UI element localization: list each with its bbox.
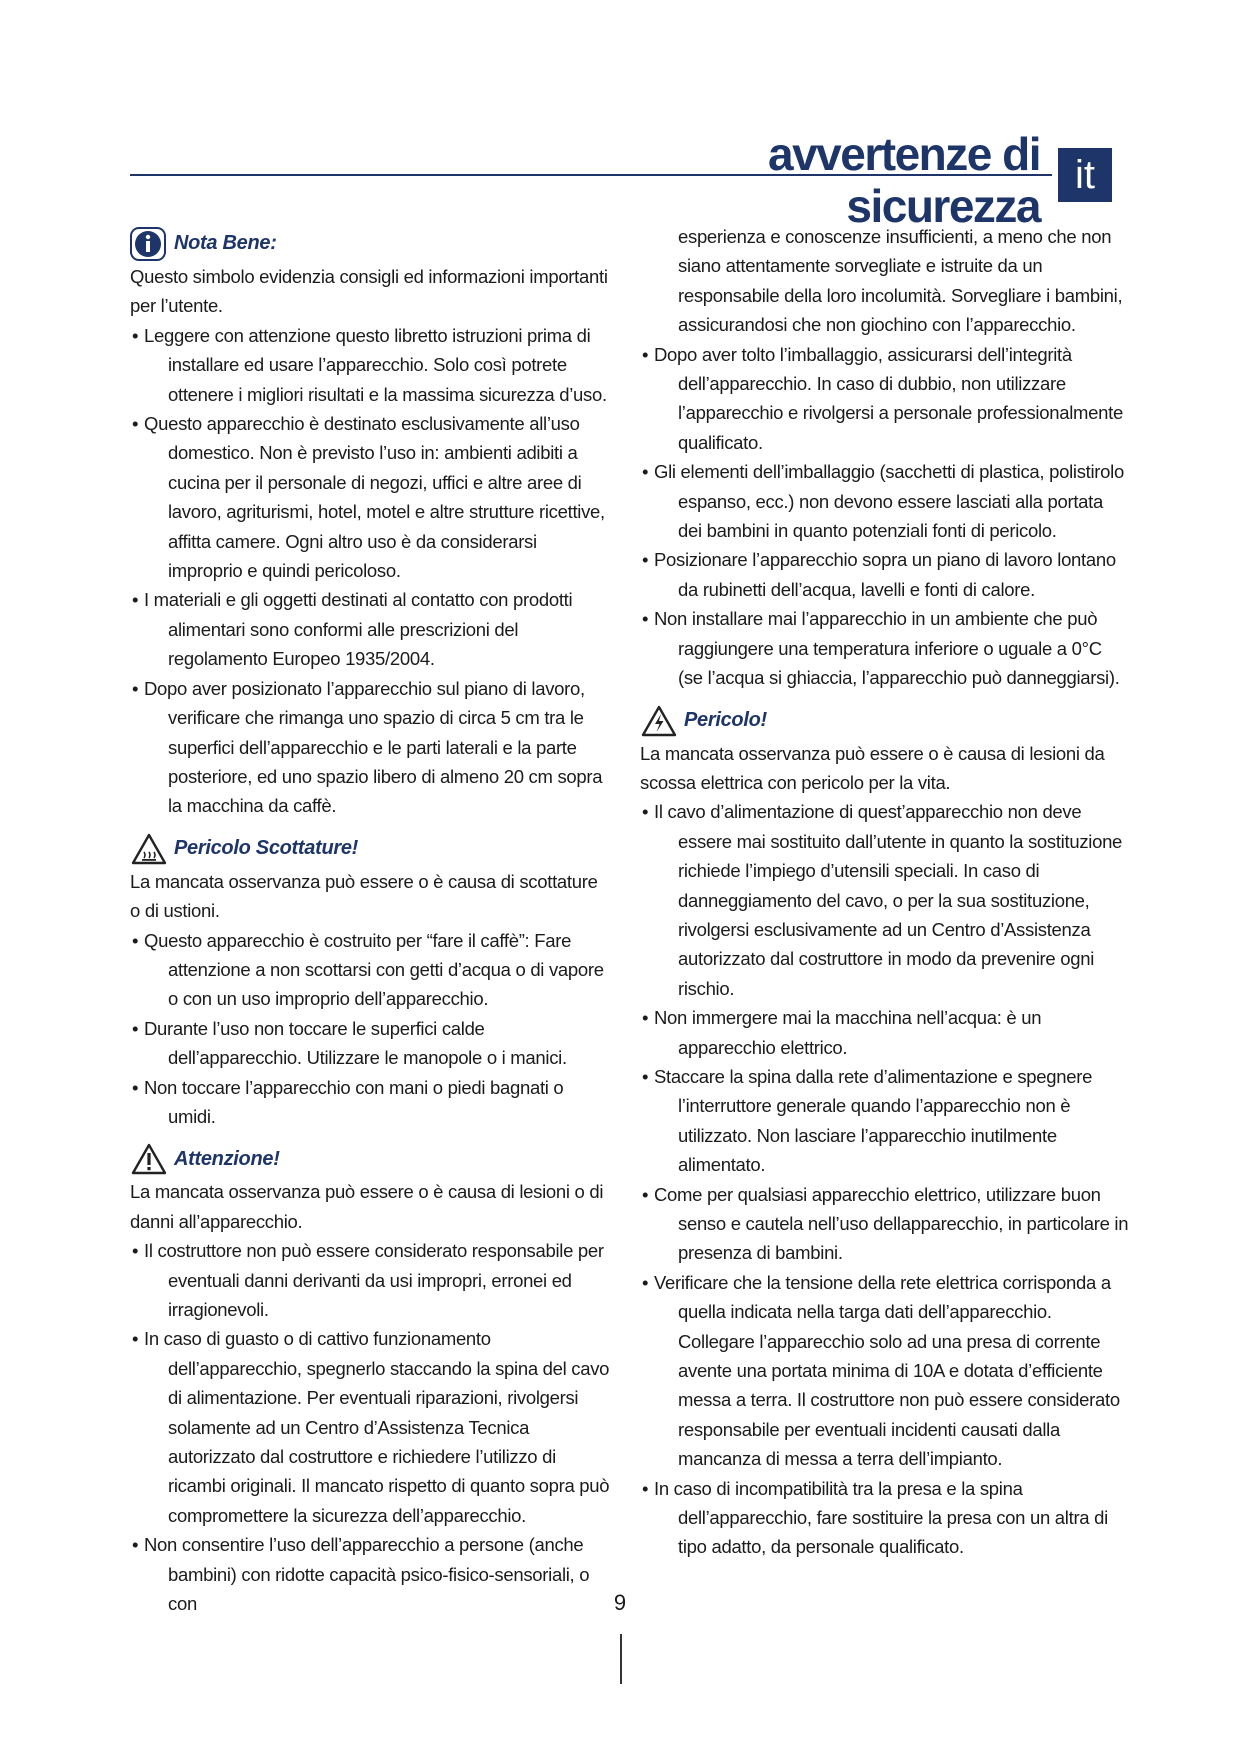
burn-warning-title: Pericolo Scottature! bbox=[174, 837, 359, 860]
attention-heading bbox=[130, 1141, 610, 1177]
electric-danger-intro: La mancata osservanza può essere o è causa di lesioni da scossa elettrica con pericolo per la vita. bbox=[640, 742, 1105, 793]
nota-bene-list bbox=[130, 321, 610, 821]
nota-bene-title: Nota Bene: bbox=[174, 232, 277, 255]
electric-shock-warning-icon bbox=[640, 704, 678, 738]
electric-danger-heading bbox=[640, 703, 1130, 739]
attention-list-continued bbox=[640, 340, 1130, 693]
page-title: avvertenze di sicurezza bbox=[768, 128, 1040, 232]
language-badge: it bbox=[1058, 148, 1112, 202]
list-item: • Questo apparecchio è costruito per “fare il caffè”: Fare attenzione a non scottarsi con getti d’acqua o di vapore o con un uso improprio dell’apparecchio. bbox=[130, 926, 610, 1014]
attention-list bbox=[130, 1236, 610, 1618]
burn-warning-heading bbox=[130, 831, 610, 867]
burn-warning-intro: La mancata osservanza può essere o è causa di scottature o di ustioni. bbox=[130, 870, 598, 922]
list-item: • Dopo aver posizionato l’apparecchio sul piano di lavoro, verificare che rimanga uno spazio di circa 5 cm tra le superfici dell’apparecchio e le parti laterali e la parte posteriore, ed uno spazio libero di almeno 20 cm sopra la macchina da caffè. bbox=[130, 674, 610, 821]
list-item: • I materiali e gli oggetti destinati al contatto con prodotti alimentari sono conformi alle prescrizioni del regolamento Europeo 1935/2004. bbox=[130, 585, 610, 673]
list-item: • Gli elementi dell’imballaggio (sacchetti di plastica, polistirolo espanso, ecc.) non devono essere lasciati alla portata dei bambini in quanto potenziali fonti di pericolo. bbox=[640, 457, 1130, 545]
left-column bbox=[130, 226, 610, 1618]
attention-intro: La mancata osservanza può essere o è causa di lesioni o di danni all’apparecchio. bbox=[130, 1181, 604, 1232]
list-item: • Non immergere mai la macchina nell’acqua: è un apparecchio elettrico. bbox=[640, 1003, 1130, 1062]
burn-warning-list bbox=[130, 926, 610, 1132]
list-item: • Questo apparecchio è destinato esclusivamente all’uso domestico. Non è previsto l’uso in: ambienti adibiti a cucina per il personale di negozi, uffici e altre aree di lavoro, agriturismi, hotel, motel e altre strutture ricettive, affitta camere. Ogni altro uso è da considerarsi improprio e quindi pericoloso. bbox=[130, 409, 610, 585]
list-item: • Dopo aver tolto l’imballaggio, assicurarsi dell’integrità dell’apparecchio. In caso di dubbio, non utilizzare l’apparecchio e rivolgersi a personale professionalmente qualificato. bbox=[640, 340, 1130, 458]
list-item: • Posizionare l’apparecchio sopra un piano di lavoro lontano da rubinetti dell’acqua, lavelli e fonti di calore. bbox=[640, 545, 1130, 604]
exclamation-warning-icon bbox=[130, 1142, 168, 1176]
list-item: • Leggere con attenzione questo libretto istruzioni prima di installare ed usare l’apparecchio. Solo così potrete ottenere i migliori risultati e la massima sicurezza d’uso. bbox=[130, 321, 610, 409]
nota-bene-intro: Questo simbolo evidenzia consigli ed informazioni importanti per l’utente. bbox=[130, 266, 608, 317]
list-item: • Verificare che la tensione della rete elettrica corrisponda a quella indicata nella targa dati dell’apparecchio. Collegare l’apparecchio solo ad una presa di corrente avente una portata minima di 10A e dotata d’efficiente messa a terra. Il costruttore non può essere considerato responsabile per eventuali incidenti causati dalla mancanza di messa a terra dell’impianto. bbox=[640, 1268, 1130, 1474]
list-item-continuation: esperienza e conoscenze insufficienti, a meno che non siano attentamente sorvegliate e istruite da un responsabile della loro incolumità. Sorvegliare i bambini, assicurandosi che non giochino con l’apparecchio. bbox=[678, 226, 1123, 336]
right-column bbox=[640, 222, 1130, 1562]
list-item: • Non consentire l’uso dell’apparecchio a persone (anche bambini) con ridotte capacità psico-fisico-sensoriali, o con bbox=[130, 1530, 610, 1618]
hot-surface-warning-icon bbox=[130, 832, 168, 866]
attention-title: Attenzione! bbox=[174, 1147, 280, 1170]
electric-danger-list bbox=[640, 797, 1130, 1562]
list-item: • In caso di incompatibilità tra la presa e la spina dell’apparecchio, fare sostituire la presa con un altra di tipo adatto, da personale qualificato. bbox=[640, 1474, 1130, 1562]
list-item: • Il costruttore non può essere considerato responsabile per eventuali danni derivanti da usi impropri, erronei ed irragionevoli. bbox=[130, 1236, 610, 1324]
list-item: • Durante l’uso non toccare le superfici calde dell’apparecchio. Utilizzare le manopole o i manici. bbox=[130, 1014, 610, 1073]
page-number-rule bbox=[620, 1634, 622, 1684]
list-item: • Il cavo d’alimentazione di quest’apparecchio non deve essere mai sostituito dall’utente in quanto la sostituzione richiede l’impiego d’utensili speciali. In caso di danneggiamento del cavo, o per la sua sostituzione, rivolgersi esclusivamente ad un Centro d’Assistenza autorizzato dal costruttore in modo da prevenire ogni rischio. bbox=[640, 797, 1130, 1003]
list-item: • Come per qualsiasi apparecchio elettrico, utilizzare buon senso e cautela nell’uso dellapparecchio, in particolare in presenza di bambini. bbox=[640, 1180, 1130, 1268]
list-item: • In caso di guasto o di cattivo funzionamento dell’apparecchio, spegnerlo staccando la spina del cavo di alimentazione. Per eventuali riparazioni, rivolgersi solamente ad un Centro d’Assistenza Tecnica autorizzato dal costruttore e richiedere l’utilizzo di ricambi originali. Il mancato rispetto di quanto sopra può compromettere la sicurezza dell’apparecchio. bbox=[130, 1324, 610, 1530]
list-item: • Staccare la spina dalla rete d’alimentazione e spegnere l’interruttore generale quando l’apparecchio non è utilizzato. Non lasciare l’apparecchio inutilmente alimentato. bbox=[640, 1062, 1130, 1180]
list-item: • Non toccare l’apparecchio con mani o piedi bagnati o umidi. bbox=[130, 1073, 610, 1132]
electric-danger-title: Pericolo! bbox=[684, 708, 767, 731]
page-number: 9 bbox=[613, 1590, 627, 1615]
nota-bene-heading bbox=[130, 226, 610, 262]
info-icon bbox=[130, 227, 168, 261]
list-item: • Non installare mai l’apparecchio in un ambiente che può raggiungere una temperatura inferiore o uguale a 0°C (se l’acqua si ghiaccia, l’apparecchio può danneggiarsi). bbox=[640, 604, 1130, 692]
